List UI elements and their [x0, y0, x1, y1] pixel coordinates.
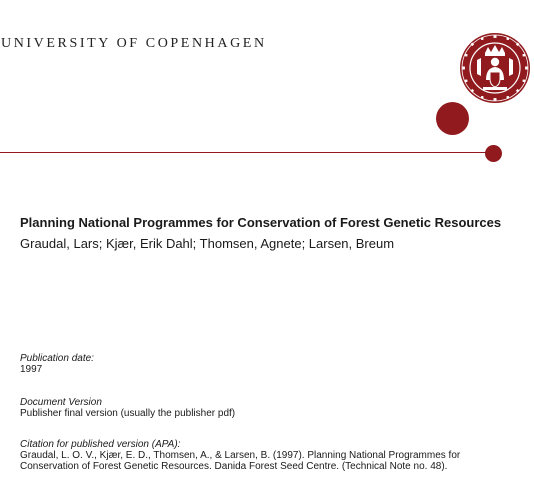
document-authors: Graudal, Lars; Kjær, Erik Dahl; Thomsen, Agnete; Larsen, Breum [20, 236, 395, 251]
citation-label: Citation for published version (APA): [20, 439, 181, 450]
university-seal-icon [459, 32, 531, 104]
header-rule [0, 152, 486, 153]
publication-date-value: 1997 [20, 364, 43, 375]
decorative-small-dot [485, 145, 502, 162]
citation-line-1: Graudal, L. O. V., Kjær, E. D., Thomsen, A., & Larsen, B. (1997). Planning National Programmes for [20, 450, 461, 461]
document-title: Planning National Programmes for Conservation of Forest Genetic Resources [20, 215, 502, 230]
document-version-value: Publisher final version (usually the publisher pdf) [20, 408, 236, 419]
citation-line-2: Conservation of Forest Genetic Resources. Danida Forest Seed Centre. (Technical Note no. 48). [20, 461, 448, 472]
document-version-label: Document Version [20, 397, 102, 408]
publication-date-label: Publication date: [20, 353, 94, 364]
university-name: UNIVERSITY OF COPENHAGEN [1, 36, 267, 51]
decorative-large-dot [436, 102, 469, 135]
